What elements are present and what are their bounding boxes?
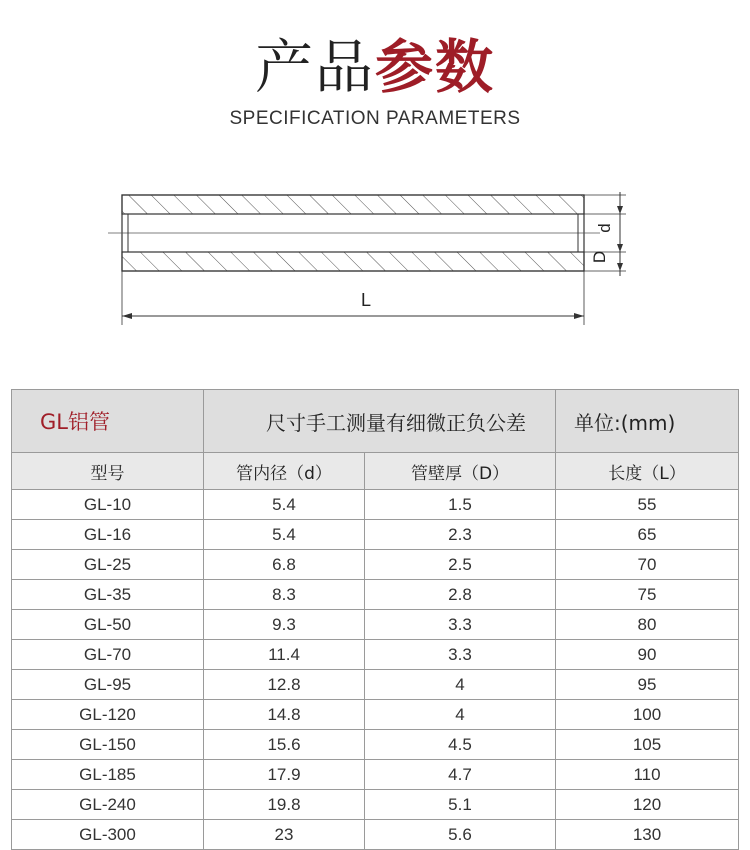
cell-inner-diameter: 6.8 — [204, 550, 365, 580]
cell-inner-diameter: 5.4 — [204, 490, 365, 520]
cell-model: GL-70 — [12, 640, 204, 670]
cell-inner-diameter: 12.8 — [204, 670, 365, 700]
cell-length: 55 — [556, 490, 739, 520]
label-d: d — [595, 223, 614, 233]
cell-inner-diameter: 23 — [204, 820, 365, 850]
cell-model: GL-300 — [12, 820, 204, 850]
cell-wall-thickness: 5.1 — [365, 790, 556, 820]
title-plain: 产品 — [254, 33, 375, 101]
table-row — [12, 700, 739, 730]
cell-inner-diameter: 9.3 — [204, 610, 365, 640]
cell-model: GL-185 — [12, 760, 204, 790]
cell-model: GL-50 — [12, 610, 204, 640]
table-row — [12, 550, 739, 580]
page-subtitle: SPECIFICATION PARAMETERS — [229, 108, 521, 129]
cell-inner-diameter: 15.6 — [204, 730, 365, 760]
cell-length: 100 — [556, 700, 739, 730]
cell-model: GL-240 — [12, 790, 204, 820]
unit-label: 单位:(mm) — [556, 390, 739, 453]
cell-length: 90 — [556, 640, 739, 670]
table-row — [12, 580, 739, 610]
table-header-row — [12, 390, 739, 453]
cell-wall-thickness: 2.3 — [365, 520, 556, 550]
cell-wall-thickness: 2.5 — [365, 550, 556, 580]
cell-inner-diameter: 19.8 — [204, 790, 365, 820]
cell-length: 110 — [556, 760, 739, 790]
column-header-wall-thickness: 管壁厚（D） — [365, 453, 556, 490]
cell-model: GL-95 — [12, 670, 204, 700]
cell-length: 75 — [556, 580, 739, 610]
brand-label: GL铝管 — [12, 390, 204, 453]
cell-model: GL-150 — [12, 730, 204, 760]
cell-length: 70 — [556, 550, 739, 580]
table-row — [12, 760, 739, 790]
column-header-length: 长度（L） — [556, 453, 739, 490]
column-header-inner-diameter: 管内径（d） — [204, 453, 365, 490]
cell-model: GL-25 — [12, 550, 204, 580]
page-title — [0, 30, 750, 104]
cell-wall-thickness: 3.3 — [365, 640, 556, 670]
column-header-model: 型号 — [12, 453, 204, 490]
cell-wall-thickness: 4 — [365, 670, 556, 700]
label-L: L — [360, 290, 372, 310]
table-row — [12, 670, 739, 700]
cell-wall-thickness: 4.5 — [365, 730, 556, 760]
cell-inner-diameter: 14.8 — [204, 700, 365, 730]
cell-model: GL-35 — [12, 580, 204, 610]
table-row — [12, 490, 739, 520]
cell-length: 130 — [556, 820, 739, 850]
cell-length: 105 — [556, 730, 739, 760]
cell-wall-thickness: 1.5 — [365, 490, 556, 520]
tolerance-note: 尺寸手工测量有细微正负公差 — [204, 390, 556, 453]
title-accent: 参数 — [375, 33, 496, 101]
label-D: D — [590, 250, 609, 264]
cell-length: 120 — [556, 790, 739, 820]
tube-wall-bottom — [122, 252, 584, 271]
cell-inner-diameter: 17.9 — [204, 760, 365, 790]
cell-wall-thickness: 4 — [365, 700, 556, 730]
cell-length: 95 — [556, 670, 739, 700]
table-row — [12, 640, 739, 670]
cell-length: 65 — [556, 520, 739, 550]
table-row — [12, 790, 739, 820]
cell-model: GL-120 — [12, 700, 204, 730]
cell-wall-thickness: 2.8 — [365, 580, 556, 610]
cell-inner-diameter: 8.3 — [204, 580, 365, 610]
cell-wall-thickness: 5.6 — [365, 820, 556, 850]
table-row — [12, 610, 739, 640]
cell-wall-thickness: 4.7 — [365, 760, 556, 790]
cell-model: GL-16 — [12, 520, 204, 550]
table-row — [12, 730, 739, 760]
cell-length: 80 — [556, 610, 739, 640]
cell-model: GL-10 — [12, 490, 204, 520]
table-row — [12, 520, 739, 550]
table-row — [12, 820, 739, 850]
column-header-row — [12, 453, 739, 490]
tube-diagram — [0, 180, 750, 330]
cell-inner-diameter: 5.4 — [204, 520, 365, 550]
cell-inner-diameter: 11.4 — [204, 640, 365, 670]
spec-table — [11, 389, 739, 850]
cell-wall-thickness: 3.3 — [365, 610, 556, 640]
tube-wall-top — [122, 195, 584, 214]
